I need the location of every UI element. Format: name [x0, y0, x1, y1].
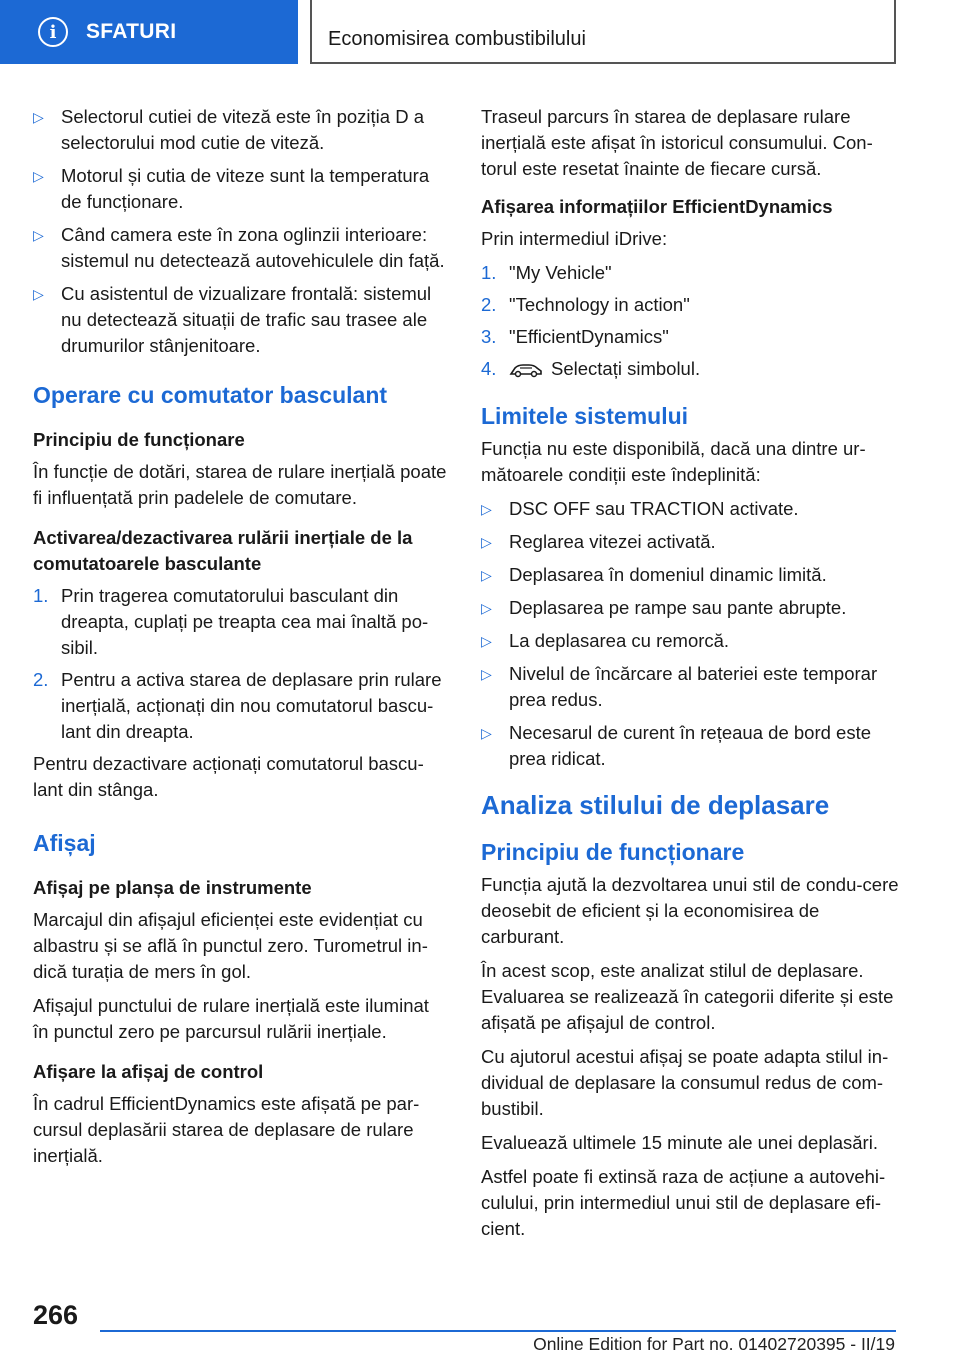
triangle-bullet-icon: ▷: [33, 286, 44, 302]
list-item: [481, 496, 899, 522]
list-item: [481, 529, 899, 555]
step-number: 4.: [481, 358, 497, 379]
list-item: [481, 292, 899, 318]
paragraph: Funcția nu este disponibilă, dacă una dintre ur-mătoarele condiții este îndeplinită:: [481, 438, 866, 485]
triangle-bullet-icon: ▷: [33, 227, 44, 243]
triangle-bullet-icon: ▷: [481, 600, 492, 616]
list-item: [481, 595, 899, 621]
list-item-text: Motorul și cutia de viteze sunt la temperatura de funcționare.: [61, 165, 430, 212]
triangle-bullet-icon: ▷: [481, 501, 492, 517]
triangle-bullet-icon: ▷: [33, 109, 44, 125]
section-heading-limits: Limitele sistemului: [481, 403, 689, 429]
step-number: 2.: [481, 294, 497, 315]
step-number: 1.: [33, 585, 49, 606]
edition-text: Online Edition for Part no. 01402720395 - II/19: [533, 1334, 895, 1354]
list-item: [481, 661, 899, 713]
paragraph: În acest scop, este analizat stilul de deplasare. Evaluarea se realizează în categorii diferite și este afișată pe afișajul de control.: [481, 960, 894, 1033]
paragraph: În cadrul EfficientDynamics este afișată pe par-cursul deplasării starea de deplasare de rulare inerțială.: [33, 1093, 420, 1166]
paragraph: Traseul parcurs în starea de deplasare rulare inerțială este afișat în istoricul consumului. Con-torul este resetat înainte de fiecare cursă.: [481, 106, 873, 179]
list-item-text: Nivelul de încărcare al bateriei este temporar prea redus.: [509, 663, 878, 710]
step-text: Prin tragerea comutatorului basculant din dreapta, cuplați pe treapta cea mai înaltă po-sibil.: [61, 585, 429, 658]
section-heading-rocker-switch: Operare cu comutator basculant: [33, 382, 388, 408]
list-item: [481, 356, 899, 382]
list-item: [33, 104, 447, 156]
left-column: [33, 104, 447, 1177]
list-item: [481, 260, 899, 286]
triangle-bullet-icon: ▷: [481, 725, 492, 741]
paragraph: Evaluează ultimele 15 minute ale unei deplasări.: [481, 1132, 878, 1153]
paragraph: În funcție de dotări, starea de rulare inerțială poate fi influențată prin padelele de comutare.: [33, 461, 447, 508]
conditions-list: [33, 104, 447, 359]
list-item-text: La deplasarea cu remorcă.: [509, 630, 730, 651]
subheading-analysis-principle: Principiu de funcționare: [481, 839, 745, 865]
step-text: "My Vehicle": [509, 262, 612, 283]
step-number: 2.: [33, 669, 49, 690]
list-item-text: Cu asistentul de vizualizare frontală: sistemul nu detectează situații de trafic sau trasee ale drumurilor stânjenitoare.: [61, 283, 432, 356]
section-tab-label: SFATURI: [86, 20, 177, 43]
list-item: [33, 583, 447, 661]
idrive-steps: [481, 260, 899, 382]
list-item: [33, 281, 447, 359]
subheading-principle: Principiu de funcționare: [33, 429, 245, 450]
paragraph: Prin intermediul iDrive:: [481, 228, 668, 249]
section-heading-display: Afișaj: [33, 830, 96, 856]
step-number: 1.: [481, 262, 497, 283]
list-item: [481, 562, 899, 588]
list-item-text: Deplasarea în domeniul dinamic limită.: [509, 564, 827, 585]
step-text: "Technology in action": [509, 294, 690, 315]
activation-steps: [33, 583, 447, 745]
subheading-efficientdynamics: Afișarea informațiilor EfficientDynamics: [481, 196, 833, 217]
paragraph: Funcția ajută la dezvoltarea unui stil de condu-cere deosebit de eficient și la economisirea de carburant.: [481, 874, 899, 947]
triangle-bullet-icon: ▷: [33, 168, 44, 184]
list-item-text: Deplasarea pe rampe sau pante abrupte.: [509, 597, 847, 618]
triangle-bullet-icon: ▷: [481, 666, 492, 682]
car-coasting-icon: [509, 362, 543, 378]
limits-list: [481, 496, 899, 772]
step-text: Selectați simbolul.: [551, 358, 701, 379]
paragraph: Pentru dezactivare acționați comutatorul bascu-lant din stânga.: [33, 753, 424, 800]
list-item-text: Necesarul de curent în rețeaua de bord este prea ridicat.: [509, 722, 872, 769]
list-item-text: Selectorul cutiei de viteză este în poziția D a selectorului mod cutie de viteză.: [61, 106, 424, 153]
paragraph: Marcajul din afișajul eficienței este evidențiat cu albastru și se află în punctul zero. Turometrul in-dică turația de mers în gol.: [33, 909, 428, 982]
subheading-activation: Activarea/dezactivarea rulării inerțiale de la comutatoarele basculante: [33, 527, 413, 574]
right-column: [481, 104, 899, 1250]
list-item: [33, 163, 447, 215]
step-text: Pentru a activa starea de deplasare prin rulare inerțială, acționați din nou comutatorul bascu-lant din dreapta.: [61, 669, 442, 742]
subheading-instrument-cluster: Afișaj pe planșa de instrumente: [33, 877, 312, 898]
list-item: [481, 324, 899, 350]
list-item-text: DSC OFF sau TRACTION activate.: [509, 498, 799, 519]
subheading-control-display: Afișare la afișaj de control: [33, 1061, 264, 1082]
step-text: "EfficientDynamics": [509, 326, 669, 347]
paragraph: Astfel poate fi extinsă raza de acțiune a autovehi-culului, prin intermediul unui stil de deplasare efi-cient.: [481, 1166, 886, 1239]
chapter-title: Economisirea combustibilului: [328, 28, 586, 50]
footer-divider: [100, 1330, 896, 1332]
page-number: 266: [33, 1300, 79, 1330]
header-chapter-box: [310, 0, 896, 64]
step-number: 3.: [481, 326, 497, 347]
paragraph: Afișajul punctului de rulare inerțială este iluminat în punctul zero pe parcursul rulării inerțiale.: [33, 995, 429, 1042]
triangle-bullet-icon: ▷: [481, 567, 492, 583]
list-item-text: Reglarea vitezei activată.: [509, 531, 716, 552]
info-icon: i: [38, 17, 68, 47]
list-item: [33, 222, 447, 274]
triangle-bullet-icon: ▷: [481, 534, 492, 550]
list-item: [481, 720, 899, 772]
list-item-text: Când camera este în zona oglinzii interioare: sistemul nu detectează autovehiculele din față.: [61, 224, 445, 271]
triangle-bullet-icon: ▷: [481, 633, 492, 649]
list-item: [33, 667, 447, 745]
section-heading-driving-style: Analiza stilului de deplasare: [481, 790, 830, 820]
paragraph: Cu ajutorul acestui afișaj se poate adapta stilul in-dividual de deplasare la consumul redus de com-bustibil.: [481, 1046, 889, 1119]
header-section-tab: [0, 0, 298, 64]
list-item: [481, 628, 899, 654]
